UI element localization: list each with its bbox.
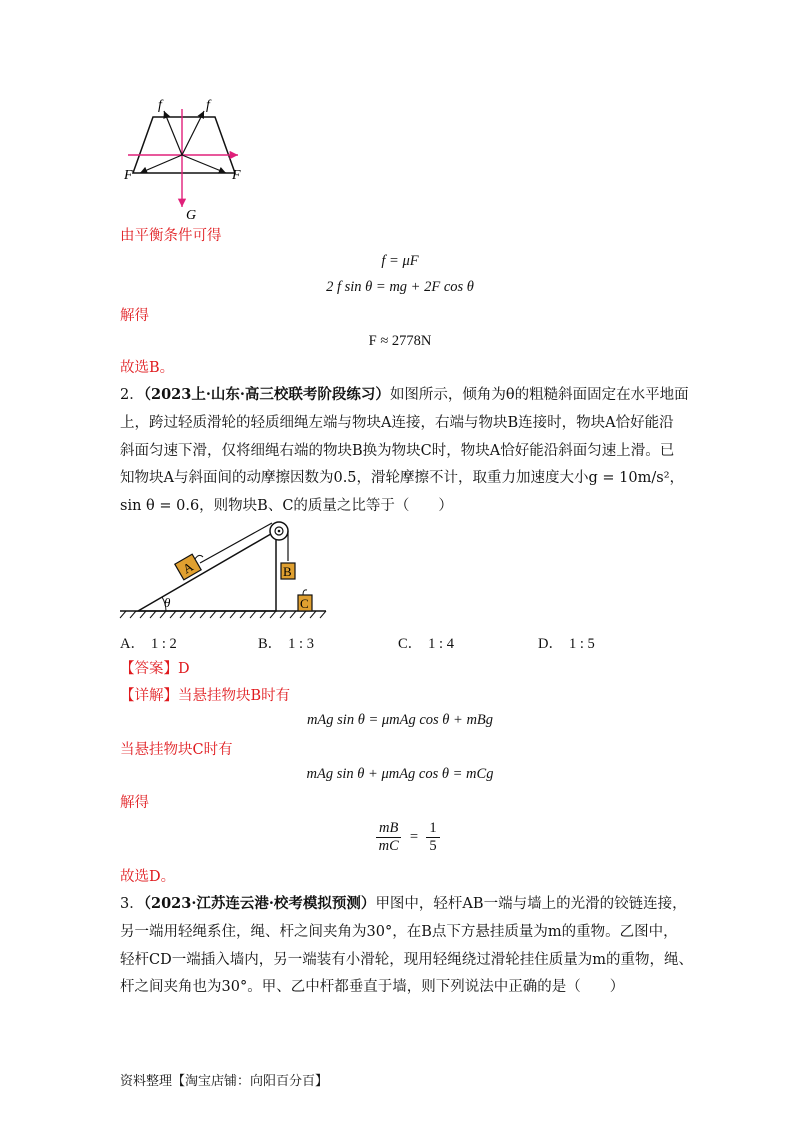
equation-A: mAg sin θ = μmAg cos θ + mBg: [306, 712, 494, 728]
option-D[interactable]: D． 1 : 5: [538, 636, 595, 652]
G-label: G: [186, 208, 197, 220]
question-3-source: （2023·江苏连云港·校考模拟预测）: [143, 895, 376, 912]
question-3-line-2: 另一端用轻绳系住，绳、杆之间夹角为30°，在B点下方悬挂质量为m的重物。乙图中，: [120, 924, 678, 940]
question-2-line-5: sin θ = 0.6，则物块B、C的质量之比等于（ ）: [120, 498, 453, 514]
rope-left: [200, 523, 272, 563]
answer-2: 【答案】D: [120, 661, 190, 677]
equation-1: f = μF: [381, 253, 419, 269]
trapezoid-block: [133, 117, 235, 173]
question-2-line-1: 2．（2023上·山东·高三校联考阶段练习）如图所示，倾角为θ的粗糙斜面固定在水平地面: [120, 386, 689, 403]
F-right-label: F: [232, 168, 241, 183]
question-2-source: （2023上·山东·高三校联考阶段练习）: [143, 386, 390, 403]
question-2-line-4: 知物块A与斜面间的动摩擦因数为0.5，滑轮摩擦不计，取重力加速度大小g = 10m/s²，: [120, 470, 685, 486]
case-2-label: 当悬挂物块C时有: [120, 742, 233, 758]
theta-label: θ: [164, 595, 171, 610]
question-3-number: 3．: [120, 896, 144, 912]
choice-1: 故选B。: [120, 360, 175, 376]
block-C-label: C: [300, 596, 309, 611]
f-left-label: f: [158, 98, 162, 113]
choice-2: 故选D。: [120, 869, 176, 885]
f-right-label: f: [206, 98, 210, 113]
question-3-line-1: 3．（2023·江苏连云港·校考模拟预测）甲图中，轻杆AB一端与墙上的光滑的铰链连接，: [120, 895, 687, 912]
balance-intro: 由平衡条件可得: [120, 228, 222, 244]
page-footer: 资料整理【淘宝店铺：向阳百分百】: [120, 1074, 329, 1089]
block-A-label: A: [180, 558, 196, 577]
solve-label-2: 解得: [120, 795, 149, 811]
mass-ratio-equation: $\frac{mB}{mC}$ = $\frac{1}{5}$: [376, 820, 440, 855]
F-left-label: F: [124, 168, 133, 183]
incline-diagram: [118, 517, 328, 619]
question-2-line-2: 上，跨过轻质滑轮的轻质细绳左端与物块A连接，右端与物块B连接时，物块A恰好能沿: [120, 415, 674, 431]
force-diagram: [120, 95, 250, 220]
solve-label-1: 解得: [120, 308, 149, 324]
block-B-label: B: [283, 564, 292, 579]
question-3-line-4: 杆之间夹角也为30°。甲、乙中杆都垂直于墙，则下列说法中正确的是（ ）: [120, 979, 625, 995]
option-C[interactable]: C． 1 : 4: [398, 636, 454, 652]
incline: [138, 531, 276, 611]
question-3-line-3: 轻杆CD一端插入墙内，另一端装有小滑轮，现用轻绳绕过滑轮挂住质量为m的重物，绳、: [120, 952, 693, 968]
question-2-number: 2．: [120, 387, 144, 403]
detail-2: 【详解】当悬挂物块B时有: [120, 688, 291, 704]
question-2-line-3: 斜面匀速下滑，仅将细绳右端的物块B换为物块C时，物块A恰好能沿斜面匀速上滑。已: [120, 443, 675, 459]
result-equation: F ≈ 2778N: [368, 333, 432, 349]
option-A[interactable]: A． 1 : 2: [120, 636, 177, 652]
equation-2: 2 f sin θ = mg + 2F cos θ: [326, 279, 474, 295]
option-B[interactable]: B． 1 : 3: [258, 636, 314, 652]
equation-B: mAg sin θ + μmAg cos θ = mCg: [306, 766, 494, 782]
